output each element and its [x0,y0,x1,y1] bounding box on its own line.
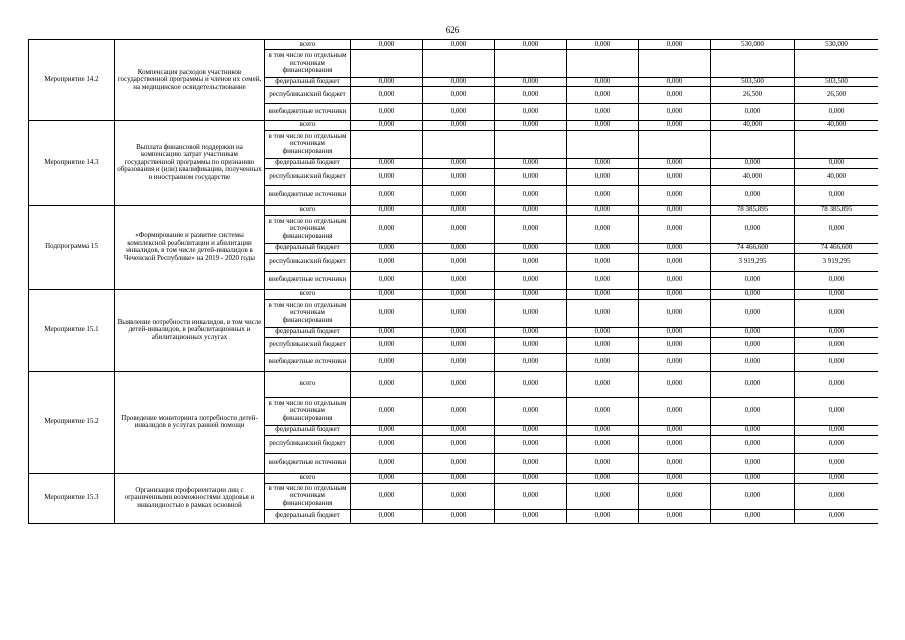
amount-cell: 0,000 [351,253,423,271]
measure-name: Мероприятие 15.2 [29,371,115,473]
amount-cell: 0,000 [795,371,879,397]
amount-cell: 0,000 [423,397,495,425]
amount-cell: 0,000 [351,397,423,425]
funding-source: всего [265,289,351,299]
amount-cell: 0,000 [639,327,711,337]
amount-cell: 0,000 [567,120,639,130]
amount-cell: 0,000 [711,158,795,168]
amount-cell: 0,000 [423,215,495,243]
amount-cell: 0,000 [711,483,795,509]
funding-source: федеральный бюджет [265,509,351,523]
amount-cell [639,130,711,158]
measure-description: Организация профориентации лиц с ограниченными возможностями здоровья и инвалидностью в рамках основной [115,473,265,523]
amount-cell: 78 385,895 [795,205,879,215]
amount-cell: 0,000 [639,289,711,299]
amount-cell: 0,000 [423,509,495,523]
amount-cell [495,130,567,158]
funding-source: всего [265,40,351,50]
amount-cell: 0,000 [639,397,711,425]
amount-cell: 0,000 [795,337,879,353]
amount-cell: 3 919,295 [795,253,879,271]
amount-cell: 0,000 [711,215,795,243]
amount-cell: 0,000 [639,299,711,327]
amount-cell: 0,000 [423,327,495,337]
amount-cell: 0,000 [711,397,795,425]
amount-cell [351,50,423,78]
amount-cell: 0,000 [567,253,639,271]
amount-cell: 0,000 [495,185,567,205]
amount-cell: 0,000 [495,40,567,50]
amount-cell: 0,000 [639,509,711,523]
funding-source: федеральный бюджет [265,425,351,435]
amount-cell: 0,000 [567,205,639,215]
amount-cell: 0,000 [351,78,423,87]
funding-source: федеральный бюджет [265,243,351,253]
amount-cell: 0,000 [423,271,495,289]
amount-cell [495,50,567,78]
amount-cell: 530,000 [711,40,795,50]
amount-cell: 0,000 [639,473,711,483]
amount-cell: 0,000 [567,215,639,243]
funding-source: в том числе по отдельным источникам финансирования [265,130,351,158]
amount-cell: 0,000 [351,168,423,185]
amount-cell: 0,000 [351,86,423,103]
table-row [29,289,879,299]
amount-cell: 0,000 [639,271,711,289]
amount-cell: 0,000 [423,473,495,483]
funding-source: внебюджетные источники [265,453,351,473]
amount-cell: 0,000 [495,397,567,425]
measure-description: Проведение мониторинга потребности детей- инвалидов в услугах ранней помощи [115,371,265,473]
funding-source: республиканский бюджет [265,168,351,185]
amount-cell: 0,000 [495,353,567,371]
amount-cell: 0,000 [567,299,639,327]
amount-cell: 0,000 [351,243,423,253]
measure-name: Мероприятие 15.1 [29,289,115,371]
measure-description: Выплата финансовой поддержки на компенсацию затрат участникам государственной программы по признанию образования и (или) квалификации, полученных в иностранном государстве [115,120,265,205]
amount-cell: 0,000 [711,509,795,523]
amount-cell: 0,000 [795,483,879,509]
amount-cell: 0,000 [639,483,711,509]
amount-cell: 0,000 [639,120,711,130]
funding-source: всего [265,120,351,130]
table-row [29,473,879,483]
page-number: 626 [445,25,460,35]
amount-cell: 0,000 [711,327,795,337]
amount-cell: 0,000 [495,299,567,327]
amount-cell: 0,000 [567,473,639,483]
amount-cell: 0,000 [495,453,567,473]
amount-cell: 3 919,295 [711,253,795,271]
amount-cell: 0,000 [351,120,423,130]
amount-cell: 0,000 [639,371,711,397]
amount-cell: 0,000 [423,243,495,253]
amount-cell: 0,000 [351,271,423,289]
amount-cell: 0,000 [495,289,567,299]
amount-cell: 0,000 [567,337,639,353]
budget-table [28,39,878,524]
amount-cell: 0,000 [711,103,795,120]
amount-cell: 0,000 [795,435,879,453]
funding-source: внебюджетные источники [265,271,351,289]
amount-cell: 0,000 [795,327,879,337]
amount-cell: 0,000 [639,453,711,473]
funding-source: внебюджетные источники [265,103,351,120]
amount-cell: 0,000 [711,435,795,453]
amount-cell: 0,000 [351,473,423,483]
amount-cell: 0,000 [567,86,639,103]
amount-cell: 0,000 [711,337,795,353]
funding-source: в том числе по отдельным источникам финансирования [265,397,351,425]
amount-cell: 0,000 [639,435,711,453]
amount-cell: 74 466,600 [795,243,879,253]
amount-cell [795,50,879,78]
amount-cell: 0,000 [639,103,711,120]
amount-cell: 0,000 [423,103,495,120]
amount-cell: 0,000 [351,353,423,371]
amount-cell: 0,000 [639,353,711,371]
measure-description: Компенсация расходов участников государственной программы и членов их семей, на медицинское освидетельствование [115,40,265,121]
amount-cell: 0,000 [567,371,639,397]
amount-cell: 0,000 [495,271,567,289]
amount-cell [567,50,639,78]
amount-cell: 0,000 [351,371,423,397]
funding-source: республиканский бюджет [265,253,351,271]
amount-cell: 0,000 [567,243,639,253]
measure-name: Мероприятие 14.3 [29,120,115,205]
amount-cell: 0,000 [495,86,567,103]
funding-source: всего [265,473,351,483]
amount-cell: 0,000 [351,205,423,215]
amount-cell: 0,000 [423,289,495,299]
amount-cell: 0,000 [711,371,795,397]
measure-name: Мероприятие 15.3 [29,473,115,523]
measure-name: Мероприятие 14.2 [29,40,115,121]
funding-source: в том числе по отдельным источникам финансирования [265,483,351,509]
measure-name: Подпрограмма 15 [29,205,115,289]
amount-cell: 0,000 [639,40,711,50]
amount-cell: 0,000 [639,86,711,103]
amount-cell: 0,000 [351,327,423,337]
amount-cell: 0,000 [639,253,711,271]
amount-cell: 0,000 [795,185,879,205]
amount-cell: 0,000 [567,103,639,120]
amount-cell: 0,000 [423,483,495,509]
amount-cell: 0,000 [351,337,423,353]
amount-cell: 0,000 [567,158,639,168]
amount-cell: 0,000 [567,425,639,435]
amount-cell: 0,000 [795,425,879,435]
amount-cell: 0,000 [567,509,639,523]
amount-cell: 0,000 [639,168,711,185]
amount-cell: 0,000 [495,473,567,483]
funding-source: внебюджетные источники [265,185,351,205]
amount-cell: 40,000 [795,168,879,185]
amount-cell: 0,000 [423,158,495,168]
funding-source: в том числе по отдельным источникам финансирования [265,299,351,327]
amount-cell: 40,000 [711,120,795,130]
amount-cell: 0,000 [495,205,567,215]
amount-cell: 0,000 [423,168,495,185]
table-row [29,205,879,215]
amount-cell: 0,000 [423,40,495,50]
amount-cell: 40,000 [711,168,795,185]
amount-cell: 26,500 [711,86,795,103]
amount-cell: 0,000 [711,185,795,205]
funding-source: в том числе по отдельным источникам финансирования [265,50,351,78]
amount-cell: 0,000 [423,185,495,205]
amount-cell: 0,000 [495,425,567,435]
amount-cell: 0,000 [495,243,567,253]
amount-cell: 0,000 [711,425,795,435]
amount-cell: 0,000 [567,397,639,425]
amount-cell: 0,000 [567,168,639,185]
amount-cell: 0,000 [423,205,495,215]
amount-cell: 0,000 [351,185,423,205]
budget-table-sheet [28,39,878,579]
amount-cell: 0,000 [495,435,567,453]
funding-source: в том числе по отдельным источникам финансирования [265,215,351,243]
amount-cell: 0,000 [423,353,495,371]
amount-cell: 0,000 [495,215,567,243]
amount-cell: 530,000 [795,40,879,50]
amount-cell: 0,000 [351,435,423,453]
amount-cell: 0,000 [567,453,639,473]
amount-cell: 0,000 [423,371,495,397]
amount-cell: 0,000 [423,253,495,271]
measure-description: Выявление потребности инвалидов, в том числе детей-инвалидов, в реабилитационных и абилитационных услугах [115,289,265,371]
amount-cell: 26,500 [795,86,879,103]
amount-cell: 0,000 [495,158,567,168]
amount-cell: 0,000 [495,371,567,397]
funding-source: всего [265,205,351,215]
amount-cell: 0,000 [495,509,567,523]
funding-source: федеральный бюджет [265,78,351,87]
amount-cell: 0,000 [351,40,423,50]
amount-cell [423,50,495,78]
amount-cell: 0,000 [639,425,711,435]
amount-cell: 78 385,895 [711,205,795,215]
amount-cell: 0,000 [495,253,567,271]
amount-cell: 0,000 [423,78,495,87]
amount-cell: 0,000 [795,271,879,289]
amount-cell: 0,000 [495,78,567,87]
amount-cell [423,130,495,158]
amount-cell: 0,000 [639,158,711,168]
amount-cell: 0,000 [567,271,639,289]
amount-cell: 40,000 [795,120,879,130]
amount-cell: 0,000 [795,509,879,523]
amount-cell: 0,000 [567,185,639,205]
measure-description: «Формирование и развитие системы комплексной реабилитации и абилитации инвалидов, в том числе детей-инвалидов в Чеченской Республике» на 2019 - 2020 годы [115,205,265,289]
amount-cell: 0,000 [795,103,879,120]
funding-source: республиканский бюджет [265,435,351,453]
amount-cell: 0,000 [795,289,879,299]
amount-cell: 0,000 [639,337,711,353]
amount-cell: 0,000 [351,215,423,243]
amount-cell: 0,000 [351,158,423,168]
amount-cell: 0,000 [495,483,567,509]
amount-cell: 0,000 [711,453,795,473]
amount-cell: 0,000 [351,289,423,299]
amount-cell: 0,000 [795,397,879,425]
amount-cell: 0,000 [795,453,879,473]
table-row [29,371,879,397]
amount-cell [795,130,879,158]
amount-cell: 0,000 [423,425,495,435]
amount-cell: 0,000 [711,353,795,371]
amount-cell: 0,000 [351,425,423,435]
amount-cell: 0,000 [639,78,711,87]
amount-cell: 0,000 [795,473,879,483]
amount-cell: 0,000 [495,103,567,120]
amount-cell [711,50,795,78]
amount-cell: 0,000 [351,103,423,120]
amount-cell: 74 466,600 [711,243,795,253]
amount-cell: 0,000 [495,327,567,337]
amount-cell: 0,000 [567,483,639,509]
amount-cell: 0,000 [567,435,639,453]
funding-source: внебюджетные источники [265,353,351,371]
amount-cell [567,130,639,158]
amount-cell: 0,000 [423,120,495,130]
amount-cell: 0,000 [351,509,423,523]
amount-cell [711,130,795,158]
amount-cell: 0,000 [567,327,639,337]
amount-cell: 0,000 [795,353,879,371]
funding-source: всего [265,371,351,397]
funding-source: республиканский бюджет [265,86,351,103]
amount-cell: 0,000 [639,205,711,215]
funding-source: федеральный бюджет [265,327,351,337]
amount-cell: 0,000 [711,299,795,327]
amount-cell: 0,000 [495,337,567,353]
funding-source: федеральный бюджет [265,158,351,168]
amount-cell: 0,000 [795,299,879,327]
amount-cell: 0,000 [711,473,795,483]
amount-cell: 0,000 [423,299,495,327]
amount-cell: 0,000 [711,289,795,299]
amount-cell: 0,000 [495,168,567,185]
amount-cell [639,50,711,78]
amount-cell: 0,000 [795,215,879,243]
amount-cell: 0,000 [423,86,495,103]
amount-cell: 503,500 [795,78,879,87]
amount-cell [351,130,423,158]
amount-cell: 503,500 [711,78,795,87]
table-row [29,120,879,130]
amount-cell: 0,000 [351,453,423,473]
amount-cell: 0,000 [423,337,495,353]
amount-cell: 0,000 [351,299,423,327]
amount-cell: 0,000 [639,185,711,205]
amount-cell: 0,000 [495,120,567,130]
amount-cell: 0,000 [567,353,639,371]
table-row [29,40,879,50]
amount-cell: 0,000 [639,215,711,243]
amount-cell: 0,000 [567,40,639,50]
funding-source: республиканский бюджет [265,337,351,353]
amount-cell: 0,000 [567,78,639,87]
amount-cell: 0,000 [795,158,879,168]
amount-cell: 0,000 [423,453,495,473]
amount-cell: 0,000 [351,483,423,509]
amount-cell: 0,000 [711,271,795,289]
amount-cell: 0,000 [567,289,639,299]
amount-cell: 0,000 [423,435,495,453]
amount-cell: 0,000 [639,243,711,253]
